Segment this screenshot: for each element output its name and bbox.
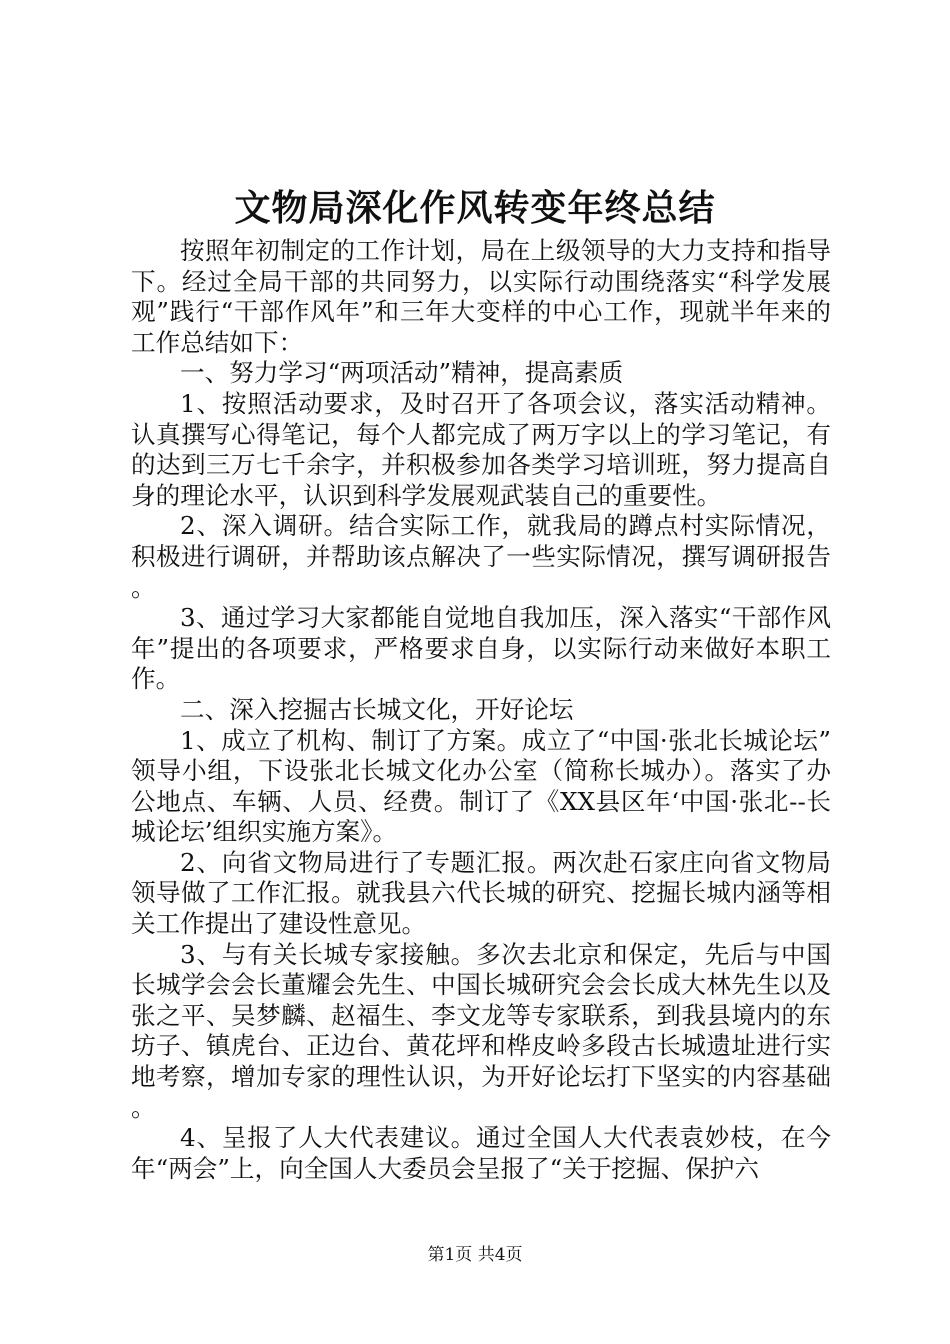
section-heading-1: 一、努力学习“两项活动”精神，提高素质 (180, 358, 624, 388)
paragraph-2-1: 1、成立了机构、制订了方案。成立了“中国·张北长城论坛”领导小组，下设张北长城文化办公室（简称长城办）。落实了办公地点、车辆、人员、经费。制订了《XX县区年‘中国·张北--长城论坛’组织实施方案》。 (131, 725, 831, 847)
document-body (131, 236, 831, 1184)
document-title: 文物局深化作风转变年终总结 (234, 187, 716, 229)
section-heading-2: 二、深入挖掘古长城文化，开好论坛 (180, 694, 574, 724)
paragraph-2-4: 4、呈报了人大代表建议。通过全国人大代表袁妙枝，在今年“两会”上，向全国人大委员会呈报了“关于挖掘、保护六 (131, 1123, 831, 1183)
page-number-footer: 第1页 共4页 (427, 1245, 523, 1265)
paragraph-1-3: 3、通过学习大家都能自觉地自我加压，深入落实“干部作风年”提出的各项要求，严格要求自身，以实际行动来做好本职工作。 (131, 603, 831, 694)
paragraph-1-2: 2、深入调研。结合实际工作，就我局的蹲点村实际情况，积极进行调研，并帮助该点解决了一些实际情况，撰写调研报告。 (131, 511, 831, 602)
paragraph-2-3: 3、与有关长城专家接触。多次去北京和保定，先后与中国长城学会会长董耀会先生、中国长城研究会会长成大林先生以及张之平、吴梦麟、赵福生、李文龙等专家联系，到我县境内的东坊子、镇虎台、正边台、黄花坪和桦皮岭多段古长城遗址进行实地考察，增加专家的理性认识，为开好论坛打下坚实的内容基础。 (131, 939, 831, 1122)
paragraph-1-1: 1、按照活动要求，及时召开了各项会议，落实活动精神。认真撰写心得笔记，每个人都完成了两万字以上的学习笔记，有的达到三万七千余字，并积极参加各类学习培训班，努力提高自身的理论水平，认识到科学发展观武装自己的重要性。 (131, 388, 831, 510)
paragraph-2-2: 2、向省文物局进行了专题汇报。两次赴石家庄向省文物局领导做了工作汇报。就我县六代长城的研究、挖掘长城内涵等相关工作提出了建设性意见。 (131, 847, 831, 939)
paragraph-intro: 按照年初制定的工作计划，局在上级领导的大力支持和指导下。经过全局干部的共同努力，以实际行动围绕落实“科学发展观”践行“干部作风年”和三年大变样的中心工作，现就半年来的工作总结如下： (131, 236, 831, 357)
